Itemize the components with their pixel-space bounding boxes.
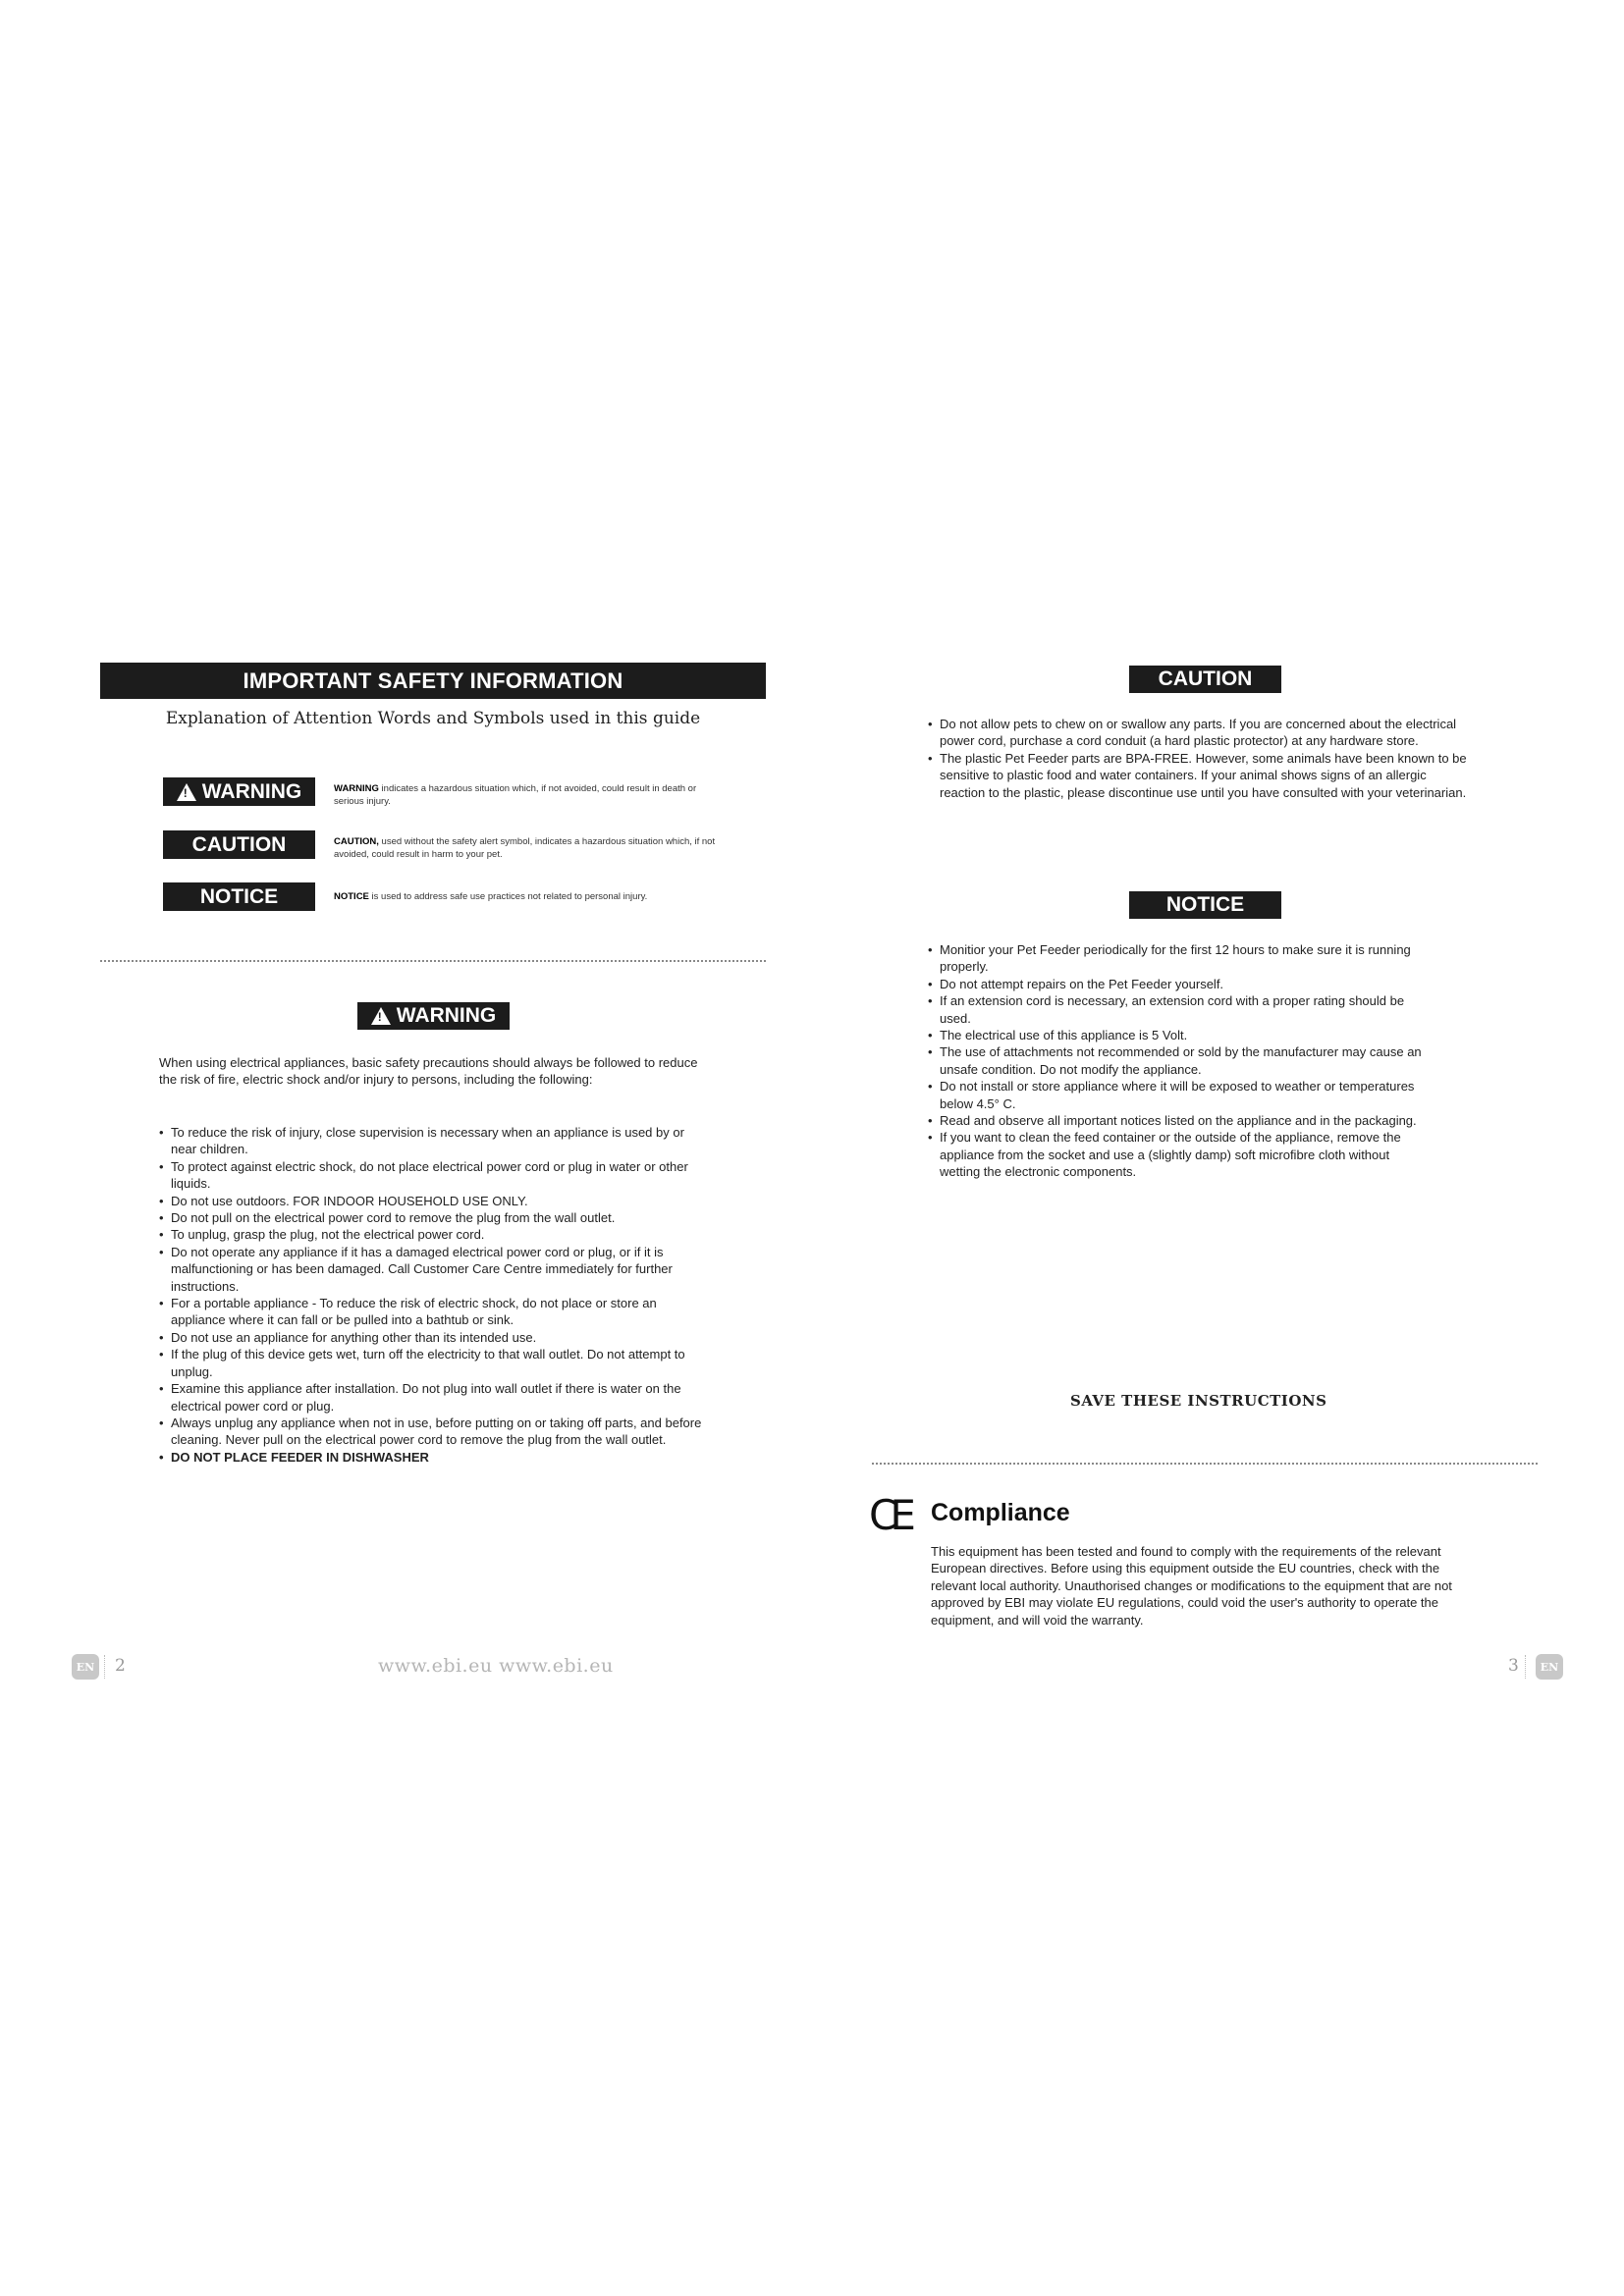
- language-badge: EN: [72, 1654, 99, 1680]
- save-instructions-text: SAVE THESE INSTRUCTIONS: [1070, 1392, 1327, 1410]
- list-item: • Read and observe all important notices listed on the appliance and in the packaging.: [928, 1112, 1429, 1129]
- footer-divider: [1525, 1655, 1526, 1679]
- warning-label-text: WARNING: [201, 779, 302, 803]
- list-item: • Do not use an appliance for anything other than its intended use.: [159, 1329, 705, 1346]
- caution-label-text: CAUTION: [191, 832, 287, 856]
- page-subtitle: Explanation of Attention Words and Symbols used in this guide: [165, 709, 701, 728]
- list-item: • To unplug, grasp the plug, not the electrical power cord.: [159, 1226, 705, 1243]
- language-badge: EN: [1536, 1654, 1563, 1680]
- caution-legend-description: [334, 835, 727, 861]
- footer-divider: [104, 1655, 105, 1679]
- compliance-title: Compliance: [931, 1499, 1070, 1526]
- caution-legend-text: used without the safety alert symbol, indicates a hazardous situation which, if not avoided, could result in harm to your pet.: [334, 836, 716, 860]
- warning-legend-description: [334, 782, 727, 808]
- warning-legend-term: WARNING: [334, 783, 379, 794]
- section-divider: [872, 1463, 1538, 1465]
- notice-list: [928, 941, 1429, 1181]
- list-item: • If the plug of this device gets wet, turn off the electricity to that wall outlet. Do not attempt to unplug.: [159, 1346, 705, 1380]
- notice-legend-description: [334, 890, 727, 903]
- warning-legend-text: indicates a hazardous situation which, if not avoided, could result in death or serious injury.: [334, 783, 697, 807]
- warning-list: [159, 1124, 705, 1466]
- list-item: • Do not allow pets to chew on or swallow any parts. If you are concerned about the electrical power cord, purchase a cord conduit (a hard plastic protector) at any hardware store.: [928, 716, 1474, 750]
- page-number: 2: [115, 1656, 126, 1676]
- caution-legend-term: CAUTION,: [334, 836, 379, 847]
- list-item: • Do not pull on the electrical power cord to remove the plug from the wall outlet.: [159, 1209, 705, 1226]
- list-item: • The plastic Pet Feeder parts are BPA-FREE. However, some animals have been known to be sensitive to plastic food and water containers. If your animal shows signs of an allergic reaction to the plastic, please discontinue use until you have consulted with your veterinarian.: [928, 750, 1474, 801]
- warning-triangle-icon: [371, 1007, 391, 1025]
- page-title: IMPORTANT SAFETY INFORMATION: [100, 663, 766, 699]
- list-item: • Examine this appliance after installation. Do not plug into wall outlet if there is water on the electrical power cord or plug.: [159, 1380, 705, 1415]
- notice-legend-text: is used to address safe use practices not related to personal injury.: [368, 891, 648, 902]
- page-number: 3: [1508, 1656, 1519, 1676]
- warning-triangle-icon: [177, 783, 196, 801]
- notice-legend-term: NOTICE: [334, 891, 369, 902]
- notice-label-text: NOTICE: [199, 884, 279, 908]
- list-item: • To protect against electric shock, do not place electrical power cord or plug in water or other liquids.: [159, 1158, 705, 1193]
- warning-section-label: [357, 1002, 510, 1030]
- list-item: • Do not operate any appliance if it has a damaged electrical power cord or plug, or if it is malfunctioning or has been damaged. Call Customer Care Centre immediately for further instructions.: [159, 1244, 705, 1295]
- list-item: • To reduce the risk of injury, close supervision is necessary when an appliance is used by or near children.: [159, 1124, 705, 1158]
- section-divider: [100, 960, 766, 962]
- list-item: • If you want to clean the feed container or the outside of the appliance, remove the appliance from the socket and use a (slightly damp) soft microfibre cloth without wetting the electronic components.: [928, 1129, 1429, 1180]
- list-item: • Do not install or store appliance where it will be exposed to weather or temperatures below 4.5° C.: [928, 1078, 1429, 1112]
- list-item: • DO NOT PLACE FEEDER IN DISHWASHER: [159, 1449, 705, 1466]
- caution-list: [928, 716, 1474, 801]
- list-item: • Monitior your Pet Feeder periodically for the first 12 hours to make sure it is running properly.: [928, 941, 1429, 976]
- list-item: • Always unplug any appliance when not in use, before putting on or taking off parts, and before cleaning. Never pull on the electrical power cord to remove the plug from the wall outlet.: [159, 1415, 705, 1449]
- list-item: • Do not use outdoors. FOR INDOOR HOUSEHOLD USE ONLY.: [159, 1193, 705, 1209]
- list-item: • The use of attachments not recommended or sold by the manufacturer may cause an unsafe condition. Do not modify the appliance.: [928, 1043, 1429, 1078]
- list-item: • If an extension cord is necessary, an extension cord with a proper rating should be used.: [928, 992, 1429, 1027]
- warning-section-label-text: WARNING: [396, 1004, 497, 1027]
- ce-mark-icon: CE: [869, 1491, 908, 1539]
- compliance-text: This equipment has been tested and found to comply with the requirements of the relevant European directives. Before using this equipment outside the EU countries, check with the relevant local authority. Unauthorised changes or modifications to the equipment that are not approved by EBI may violate EU regulations, could void the user's authority to operate the equipment, and will void the warranty.: [931, 1544, 1452, 1628]
- footer-url: www.ebi.eu www.ebi.eu: [378, 1655, 614, 1677]
- notice-section-label-text: NOTICE: [1165, 893, 1245, 916]
- caution-label-box: [163, 830, 315, 859]
- caution-section-label: [1129, 666, 1281, 693]
- warning-label-box: [163, 777, 315, 806]
- list-item: • Do not attempt repairs on the Pet Feeder yourself.: [928, 976, 1429, 992]
- notice-label-box: [163, 882, 315, 911]
- warning-intro: When using electrical appliances, basic safety precautions should always be followed to reduce the risk of fire, electric shock and/or injury to persons, including the following:: [159, 1055, 698, 1088]
- list-item: • For a portable appliance - To reduce the risk of electric shock, do not place or store an appliance where it can fall or be pulled into a bathtub or sink.: [159, 1295, 705, 1329]
- list-item: • The electrical use of this appliance is 5 Volt.: [928, 1027, 1429, 1043]
- caution-section-label-text: CAUTION: [1158, 667, 1253, 690]
- notice-section-label: [1129, 891, 1281, 919]
